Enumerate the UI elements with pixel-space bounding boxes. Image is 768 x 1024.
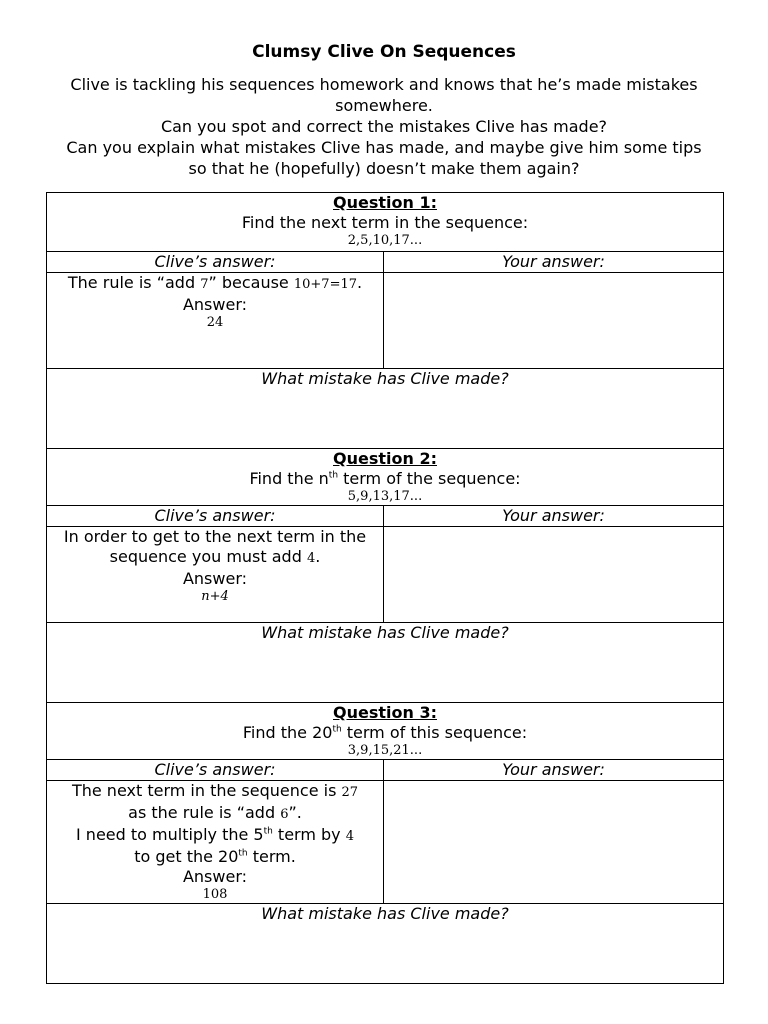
question-2-clive-answer [47,527,384,623]
question-1-prompt: Find the next term in the sequence: [241,213,529,232]
worksheet-table [46,192,724,984]
question-2-header [47,449,724,506]
question-1-mistake-box[interactable] [47,369,724,449]
question-2-answer-label: Answer: [182,569,248,588]
question-3-clive-line-4: to get the 20th term. [134,847,296,866]
question-1-answer-value: 24 [206,315,224,330]
intro-line-1: Clive is tackling his sequences homework and knows that he’s made mistakes somewhere. [70,75,698,115]
question-2-prompt: Find the $n^{th}$ term of the sequence: [249,469,521,488]
question-1-sequence: 2,5,10,17... [347,233,423,248]
question-2-mistake-prompt: What mistake has Clive made? [261,623,509,642]
question-3-prompt: Find the 20th term of this sequence: [242,723,528,742]
question-2-mistake-box[interactable] [47,623,724,703]
question-2-heading: Question 2: [333,449,437,468]
question-3-mistake-box[interactable] [47,904,724,984]
question-1-mistake-prompt: What mistake has Clive made? [261,369,509,388]
question-3-clive-line-1: The next term in the sequence is 27 [71,781,359,800]
question-1-heading: Question 1: [333,193,437,212]
question-1-clive-label: Clive’s answer: [47,252,384,273]
question-3-clive-label: Clive’s answer: [47,760,384,781]
question-2-answer-value: n+4 [201,589,229,604]
question-1-clive-rule: The rule is “add 7” because 10+7=17. [67,273,363,292]
question-3-sequence: 3,9,15,21... [347,743,423,758]
question-3-clive-line-2: as the rule is “add 6”. [128,803,302,822]
question-1-header [47,193,724,252]
question-1-clive-answer [47,273,384,369]
question-3-answer-value: 108 [202,887,228,902]
question-3-clive-line-3: I need to multiply the 5th term by 4 [76,825,354,844]
question-3-header [47,703,724,760]
question-2-sequence: 5,9,13,17... [347,489,423,504]
question-1-your-label: Your answer: [384,252,724,273]
question-3-your-label: Your answer: [384,760,724,781]
question-2-clive-rule: In order to get to the next term in the sequence you must add 4. [63,527,367,566]
question-3-clive-answer [47,781,384,904]
intro-line-2: Can you spot and correct the mistakes Clive has made? [160,117,608,136]
question-1-answer-label: Answer: [182,295,248,314]
question-2-clive-label: Clive’s answer: [47,506,384,527]
question-3-answer-label: Answer: [182,867,248,886]
question-3-mistake-prompt: What mistake has Clive made? [261,904,509,923]
question-1-your-answer-box[interactable] [384,273,724,369]
intro-line-3: Can you explain what mistakes Clive has made, and maybe give him some tips so that he (hopefully) doesn’t make them again? [66,138,702,178]
worksheet-title: Clumsy Clive On Sequences [252,42,516,62]
question-2-your-label: Your answer: [384,506,724,527]
intro-text [60,74,708,179]
question-3-heading: Question 3: [333,703,437,722]
question-2-your-answer-box[interactable] [384,527,724,623]
question-3-your-answer-box[interactable] [384,781,724,904]
